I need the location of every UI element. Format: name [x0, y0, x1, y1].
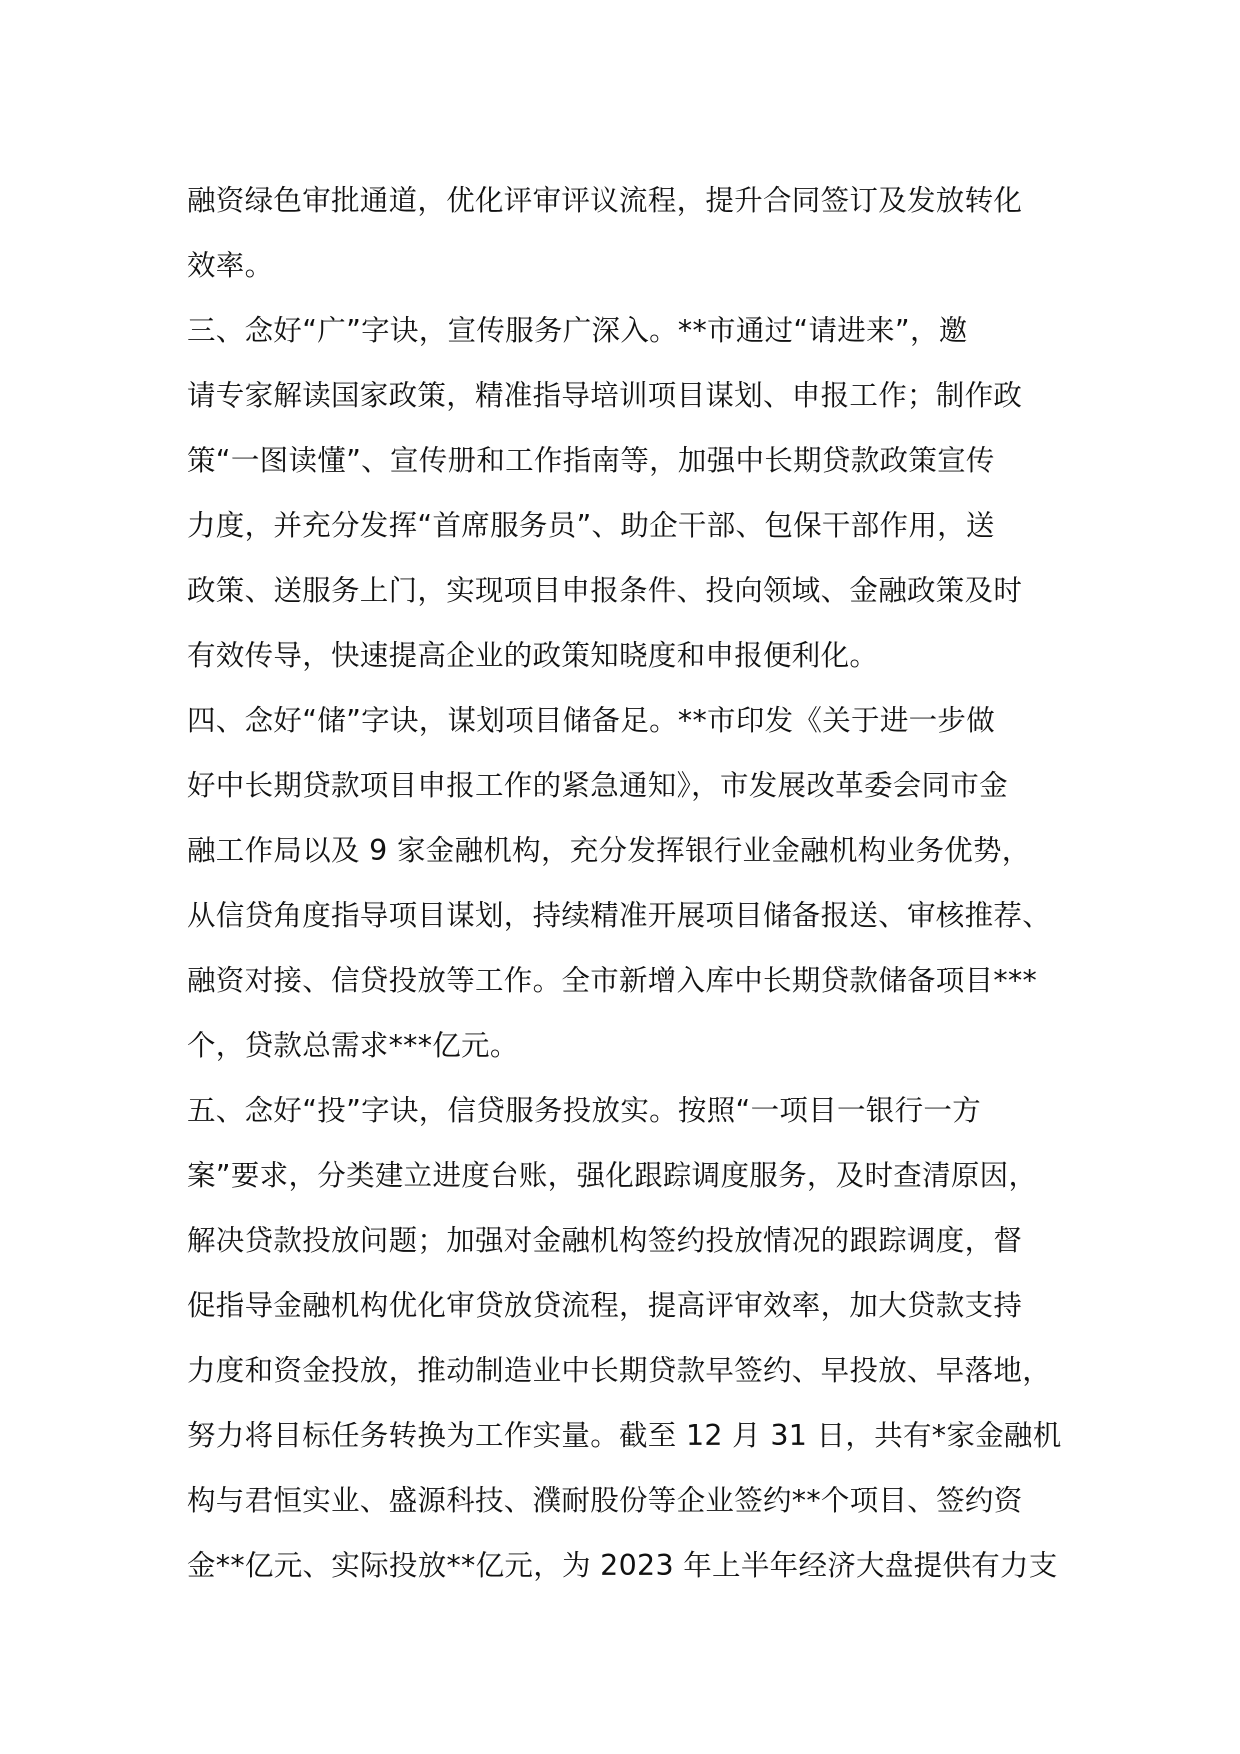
text-line: 案”要求，分类建立进度台账，强化跟踪调度服务，及时查清原因， — [187, 1159, 1038, 1192]
section-heading-line: 五、念好“投”字诀，信贷服务投放实。按照“一项目一银行一方 — [187, 1094, 981, 1127]
section-heading-line: 三、念好“广”字诀，宣传服务广深入。**市通过“请进来”，邀 — [187, 314, 968, 347]
text-line: 从信贷角度指导项目谋划，持续精准开展项目储备报送、审核推荐、 — [187, 899, 1052, 932]
text-line: 个，贷款总需求***亿元。 — [187, 1029, 519, 1062]
text-line: 力度和资金投放，推动制造业中长期贷款早签约、早投放、早落地， — [187, 1354, 1052, 1387]
text-line: 努力将目标任务转换为工作实量。截至 12 月 31 日，共有*家金融机 — [187, 1419, 1062, 1452]
document-body-text — [187, 168, 1087, 1598]
text-line: 政策、送服务上门，实现项目申报条件、投向领域、金融政策及时 — [187, 574, 1023, 607]
text-line: 融资绿色审批通道，优化评审评议流程，提升合同签订及发放转化 — [187, 184, 1023, 217]
text-line: 有效传导，快速提高企业的政策知晓度和申报便利化。 — [187, 639, 879, 672]
text-line: 好中长期贷款项目申报工作的紧急通知》，市发展改革委会同市金 — [187, 769, 1008, 802]
text-line: 融资对接、信贷投放等工作。全市新增入库中长期贷款储备项目*** — [187, 964, 1038, 997]
text-line: 解决贷款投放问题；加强对金融机构签约投放情况的跟踪调度，督 — [187, 1224, 1023, 1257]
text-line: 策“一图读懂”、宣传册和工作指南等，加强中长期贷款政策宣传 — [187, 444, 995, 477]
text-line: 效率。 — [187, 249, 274, 282]
text-line: 构与君恒实业、盛源科技、濮耐股份等企业签约**个项目、签约资 — [187, 1484, 1023, 1517]
text-line: 促指导金融机构优化审贷放贷流程，提高评审效率，加大贷款支持 — [187, 1289, 1023, 1322]
text-line: 金**亿元、实际投放**亿元，为 2023 年上半年经济大盘提供有力支 — [187, 1549, 1058, 1582]
text-line: 力度，并充分发挥“首席服务员”、助企干部、包保干部作用，送 — [187, 509, 995, 542]
text-line: 融工作局以及 9 家金融机构，充分发挥银行业金融机构业务优势， — [187, 834, 1031, 867]
section-heading-line: 四、念好“储”字诀，谋划项目储备足。**市印发《关于进一步做 — [187, 704, 996, 737]
text-line: 请专家解读国家政策，精准指导培训项目谋划、申报工作；制作政 — [187, 379, 1023, 412]
